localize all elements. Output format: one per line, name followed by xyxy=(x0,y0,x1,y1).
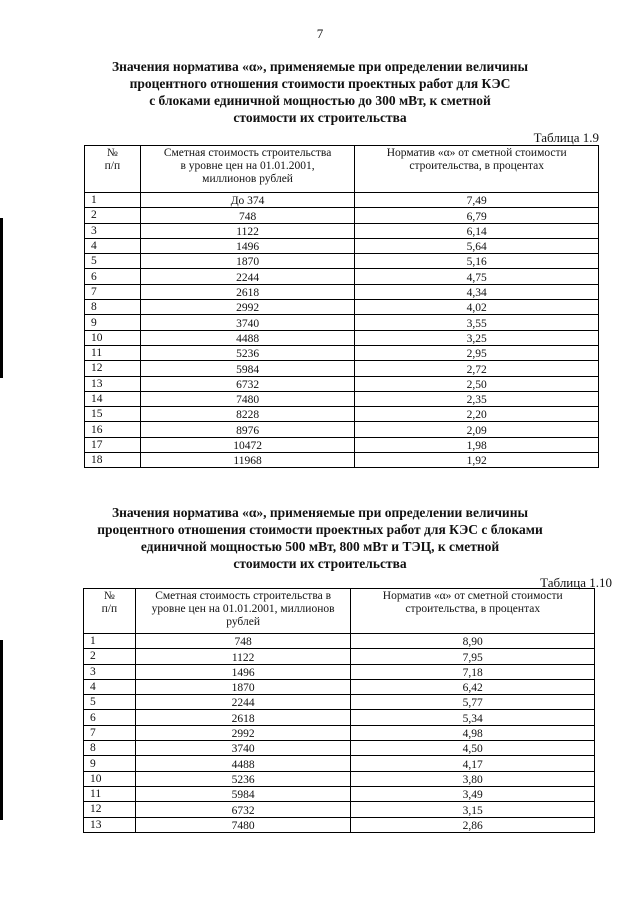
row-rate: 3,55 xyxy=(355,315,599,330)
row-cost: 10472 xyxy=(140,437,355,452)
table-row xyxy=(85,193,599,208)
row-number: 1 xyxy=(84,634,136,649)
header-num xyxy=(85,146,141,193)
table-header-row xyxy=(85,146,599,193)
row-rate: 7,95 xyxy=(351,649,595,664)
row-rate: 3,49 xyxy=(351,786,595,801)
row-rate: 4,50 xyxy=(351,741,595,756)
table-row xyxy=(84,817,595,832)
header-rate xyxy=(351,589,595,634)
table1-caption: Таблица 1.9 xyxy=(533,130,599,145)
header-line: п/п xyxy=(101,603,118,615)
header-rate xyxy=(355,146,599,193)
row-cost: 5236 xyxy=(135,771,351,786)
row-number: 16 xyxy=(85,422,141,437)
row-cost: 1870 xyxy=(135,679,351,694)
row-rate: 4,34 xyxy=(355,284,599,299)
header-line: № xyxy=(103,590,115,602)
row-rate: 4,17 xyxy=(351,756,595,771)
row-rate: 3,15 xyxy=(351,802,595,817)
table-row xyxy=(84,634,595,649)
table-row xyxy=(85,422,599,437)
table-row xyxy=(85,254,599,269)
header-line: Норматив «α» от сметной стоимости xyxy=(382,590,563,602)
row-cost: 2244 xyxy=(135,695,351,710)
table-row xyxy=(85,345,599,360)
heading-line: стоимости их строительства xyxy=(233,110,407,125)
row-cost: 7480 xyxy=(135,817,351,832)
table-row xyxy=(85,330,599,345)
row-rate: 5,77 xyxy=(351,695,595,710)
header-line: рублей xyxy=(226,616,260,628)
row-number: 13 xyxy=(84,817,136,832)
header-cost xyxy=(135,589,351,634)
row-number: 12 xyxy=(85,361,141,376)
row-number: 11 xyxy=(85,345,141,360)
header-line: миллионов рублей xyxy=(202,173,293,185)
row-cost: 8976 xyxy=(140,422,355,437)
scan-edge-mark xyxy=(0,640,3,820)
row-cost: 7480 xyxy=(140,391,355,406)
row-number: 8 xyxy=(85,300,141,315)
row-cost: 748 xyxy=(140,208,355,223)
heading-line: с блоками единичной мощностью до 300 мВт, к сметной xyxy=(149,93,491,108)
table-row xyxy=(85,284,599,299)
row-rate: 2,95 xyxy=(355,345,599,360)
row-cost: 4488 xyxy=(135,756,351,771)
row-number: 13 xyxy=(85,376,141,391)
row-cost: 3740 xyxy=(140,315,355,330)
row-rate: 7,49 xyxy=(355,193,599,208)
table-row xyxy=(84,725,595,740)
row-number: 6 xyxy=(85,269,141,284)
heading-line: стоимости их строительства xyxy=(233,556,407,571)
table-row xyxy=(85,453,599,468)
table-row xyxy=(84,695,595,710)
row-rate: 4,75 xyxy=(355,269,599,284)
row-number: 10 xyxy=(84,771,136,786)
row-cost: 3740 xyxy=(135,741,351,756)
table-row xyxy=(85,407,599,422)
row-rate: 6,79 xyxy=(355,208,599,223)
header-line: п/п xyxy=(104,160,121,172)
table-row xyxy=(85,437,599,452)
heading-line: Значения норматива «α», применяемые при определении величины xyxy=(111,505,529,520)
table-row xyxy=(85,223,599,238)
table-row xyxy=(84,710,595,725)
row-rate: 1,92 xyxy=(355,453,599,468)
row-number: 9 xyxy=(84,756,136,771)
table2 xyxy=(83,588,595,833)
row-rate: 4,98 xyxy=(351,725,595,740)
table-row xyxy=(85,238,599,253)
row-cost: 1122 xyxy=(135,649,351,664)
row-rate: 2,86 xyxy=(351,817,595,832)
row-number: 3 xyxy=(84,664,136,679)
table-row xyxy=(84,786,595,801)
table1-heading xyxy=(95,58,545,126)
row-number: 1 xyxy=(85,193,141,208)
table2-heading xyxy=(95,504,545,572)
row-number: 2 xyxy=(85,208,141,223)
header-num xyxy=(84,589,136,634)
row-cost: 1496 xyxy=(135,664,351,679)
table-row xyxy=(85,269,599,284)
row-number: 6 xyxy=(84,710,136,725)
row-rate: 8,90 xyxy=(351,634,595,649)
row-rate: 5,16 xyxy=(355,254,599,269)
row-cost: 2618 xyxy=(135,710,351,725)
row-rate: 3,80 xyxy=(351,771,595,786)
header-line: № xyxy=(106,147,118,159)
row-number: 4 xyxy=(85,238,141,253)
scan-edge-mark xyxy=(0,218,3,378)
row-rate: 2,20 xyxy=(355,407,599,422)
row-number: 9 xyxy=(85,315,141,330)
row-rate: 2,09 xyxy=(355,422,599,437)
table1 xyxy=(84,145,599,468)
row-cost: 1496 xyxy=(140,238,355,253)
table-row xyxy=(84,771,595,786)
row-number: 17 xyxy=(85,437,141,452)
row-cost: 6732 xyxy=(140,376,355,391)
row-rate: 7,18 xyxy=(351,664,595,679)
table-row xyxy=(84,802,595,817)
row-rate: 6,14 xyxy=(355,223,599,238)
row-number: 18 xyxy=(85,453,141,468)
row-number: 15 xyxy=(85,407,141,422)
header-line: в уровне цен на 01.01.2001, xyxy=(180,160,315,172)
row-rate: 2,72 xyxy=(355,361,599,376)
row-cost: 2618 xyxy=(140,284,355,299)
row-cost: 748 xyxy=(135,634,351,649)
row-number: 5 xyxy=(85,254,141,269)
row-number: 7 xyxy=(85,284,141,299)
table-row xyxy=(85,361,599,376)
table-row xyxy=(85,208,599,223)
heading-line: Значения норматива «α», применяемые при определении величины xyxy=(111,59,529,74)
heading-line: единичной мощностью 500 мВт, 800 мВт и ТЭЦ, к сметной xyxy=(140,539,500,554)
row-rate: 4,02 xyxy=(355,300,599,315)
table-row xyxy=(84,679,595,694)
row-cost: 2992 xyxy=(140,300,355,315)
header-line: Сметная стоимость строительства в xyxy=(155,590,332,602)
row-number: 11 xyxy=(84,786,136,801)
row-cost: 1122 xyxy=(140,223,355,238)
table-row xyxy=(84,649,595,664)
table-row xyxy=(85,315,599,330)
row-rate: 2,50 xyxy=(355,376,599,391)
row-number: 8 xyxy=(84,741,136,756)
row-cost: До 374 xyxy=(140,193,355,208)
row-cost: 4488 xyxy=(140,330,355,345)
header-line: уровне цен на 01.01.2001, миллионов xyxy=(151,603,335,615)
row-cost: 8228 xyxy=(140,407,355,422)
table-row xyxy=(84,741,595,756)
heading-line: процентного отношения стоимости проектных работ для КЭС xyxy=(129,76,511,91)
row-rate: 5,34 xyxy=(351,710,595,725)
row-number: 4 xyxy=(84,679,136,694)
header-line: строительства, в процентах xyxy=(405,603,541,615)
header-line: Сметная стоимость строительства xyxy=(163,147,332,159)
table-row xyxy=(85,300,599,315)
header-cost xyxy=(140,146,355,193)
table2-caption: Таблица 1.10 xyxy=(540,575,612,590)
row-rate: 5,64 xyxy=(355,238,599,253)
table-row xyxy=(84,664,595,679)
row-rate: 3,25 xyxy=(355,330,599,345)
row-number: 10 xyxy=(85,330,141,345)
row-number: 3 xyxy=(85,223,141,238)
row-number: 7 xyxy=(84,725,136,740)
row-cost: 5236 xyxy=(140,345,355,360)
row-number: 14 xyxy=(85,391,141,406)
row-cost: 5984 xyxy=(140,361,355,376)
row-cost: 5984 xyxy=(135,786,351,801)
row-cost: 2244 xyxy=(140,269,355,284)
row-cost: 11968 xyxy=(140,453,355,468)
header-line: Норматив «α» от сметной стоимости xyxy=(386,147,567,159)
row-rate: 6,42 xyxy=(351,679,595,694)
heading-line: процентного отношения стоимости проектных работ для КЭС с блоками xyxy=(97,522,543,537)
row-number: 12 xyxy=(84,802,136,817)
row-cost: 2992 xyxy=(135,725,351,740)
header-line: строительства, в процентах xyxy=(409,160,545,172)
table-row xyxy=(85,391,599,406)
table-row xyxy=(85,376,599,391)
row-cost: 1870 xyxy=(140,254,355,269)
row-cost: 6732 xyxy=(135,802,351,817)
row-number: 2 xyxy=(84,649,136,664)
table-header-row xyxy=(84,589,595,634)
row-rate: 2,35 xyxy=(355,391,599,406)
page-number: 7 xyxy=(316,26,324,41)
row-rate: 1,98 xyxy=(355,437,599,452)
row-number: 5 xyxy=(84,695,136,710)
table-row xyxy=(84,756,595,771)
